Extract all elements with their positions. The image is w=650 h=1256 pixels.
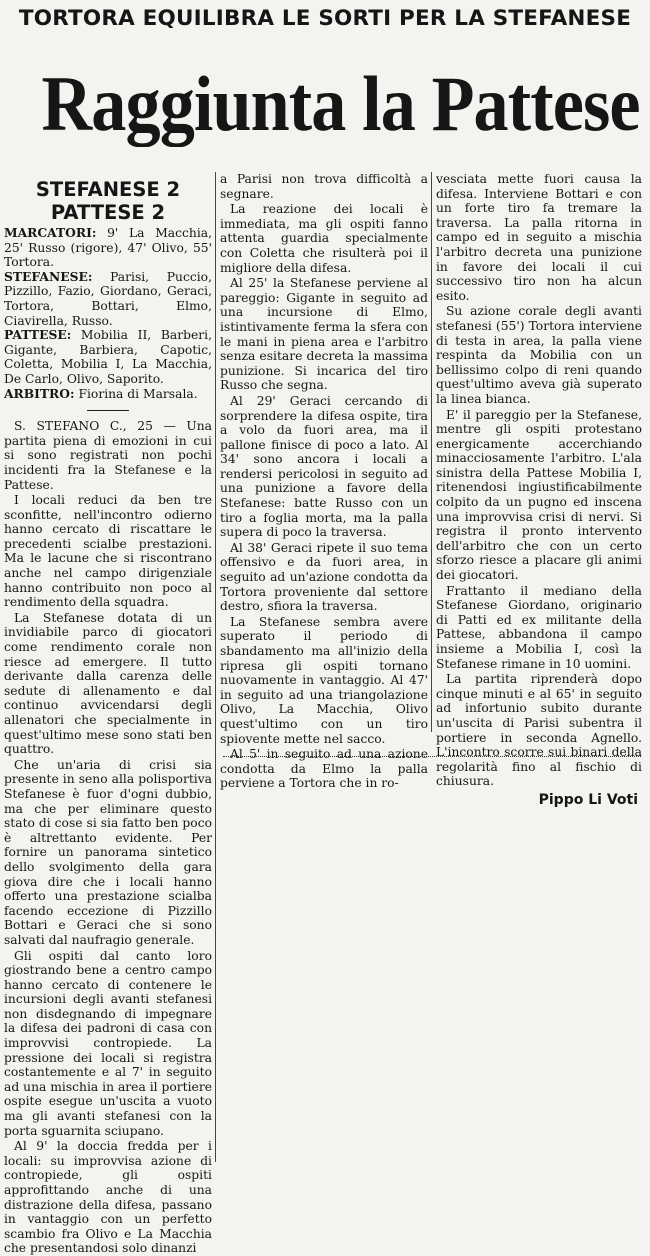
info-text: 9' La Macchia, 25' Russo (rigore), 47' Olivo, 55' Tortora. <box>4 226 212 270</box>
paragraph: Su azione corale degli avanti stefanesi (55') Tortora interviene di testa in area, la palla viene respinta da Mobilia con un bellissimo colpo di reni quando quest'ultimo aveva già superato la linea bianca. <box>436 304 642 406</box>
info-stefanese-lineup <box>4 270 212 328</box>
author-byline: Pippo Li Voti <box>538 791 638 808</box>
paragraph: La reazione dei locali è immediata, ma gli ospiti fanno attenta guardia specialmente con Coletta che risulterà poi il migliore della difesa. <box>220 202 428 275</box>
paragraph: a Parisi non trova difficoltà a segnare. <box>220 172 428 201</box>
paragraph: La Stefanese sembra avere superato il periodo di sbandamento ma all'inizio della ripresa gli ospiti tornano nuovamente in vantaggio. Al 47' in seguito ad una triangolazione Olivo, La Macchia, Olivo quest'ultimo con un tiro spiovente mette nel sacco. <box>220 614 428 746</box>
paragraph: Frattanto il mediano della Stefanese Giordano, originario di Patti ed ex militante della Pattese, abbandona il campo insieme a Mobilia I, così la Stefanese rimane in 10 uomini. <box>436 583 642 671</box>
main-headline: Raggiunta la Pattese <box>41 60 640 147</box>
article-column-1 <box>4 172 212 1256</box>
info-label: ARBITRO: <box>4 385 75 401</box>
info-label: MARCATORI: <box>4 225 97 240</box>
paragraph: La Stefanese dotata di un invidiabile parco di giocatori come rendimento corale non riesce ad emergere. Il tutto derivante dalla carenza delle sedute di allenamento e dal continuo avvicendarsi degli allenatori che specialmente in quest'ultimo mese sono stati ben quattro. <box>4 610 212 757</box>
paragraph: Al 38' Geraci ripete il suo tema offensivo e da fuori area, in seguito ad un'azione condotta da Tortora proveniente dal settore destro, sfiora la traversa. <box>220 540 428 614</box>
paragraph: Gli ospiti dal canto loro giostrando bene a centro campo hanno cercato di contenere le incursioni degli avanti stefanesi non disdegnando di impegnare la difesa dei padroni di casa con improvvisi contropiede. La pressione dei locali si registra costantemente e al 7' in seguito ad una mischia in area il portiere ospite esegue un'uscita a vuoto ma gli avanti stefanesi con la porta sguarnita sciupano. <box>4 948 212 1138</box>
paragraph: Al 29' Geraci cercando di sorprendere la difesa ospite, tira a volo da fuori area, ma il pallone finisce di poco a lato. Al 34' sono ancora i locali a rendersi pericolosi in seguito ad una punizione a favore della Stefanese: batte Russo con un tiro a foglia morta, ma la palla supera di poco la traversa. <box>220 393 428 540</box>
column-rule-1 <box>215 172 216 1162</box>
article-column-3 <box>436 172 642 808</box>
paragraph: Al 9' la doccia fredda per i locali: su improvvisa azione di contropiede, gli ospiti approfittando anche di una distrazione della difesa, passano in vantaggio con un perfetto scambio fra Olivo e La Macchia che presentandosi solo dinanzi <box>4 1139 212 1256</box>
paragraph: La partita riprenderà dopo cinque minuti e al 65' in seguito ad infortunio subito durante un'uscita di Parisi subentra il portiere in seconda Agnello. L'incontro scorre sui binari della regolarità fino al fischio di chiusura. <box>436 672 642 789</box>
info-label: PATTESE: <box>4 327 72 343</box>
info-text: Fiorina di Marsala. <box>78 386 198 401</box>
info-pattese-lineup <box>4 328 212 386</box>
info-label: STEFANESE: <box>4 268 93 284</box>
paragraph: Al 5' in seguito ad una azione condotta da Elmo la palla perviene a Tortora che in ro- <box>220 747 428 791</box>
info-text: Parisi, Puccio, Pizzillo, Fazio, Giordano, Geraci, Tortora, Bottari, Elmo, Ciavirella, Russo. <box>4 269 212 328</box>
section-divider <box>87 410 129 411</box>
article-column-2 <box>220 172 428 791</box>
match-info <box>4 226 212 401</box>
score-line-pattese: PATTESE 2 <box>50 201 166 224</box>
info-text: Mobilia II, Barberi, Gigante, Barbiera, Capotic, Coletta, Mobilia I, La Macchia, De Carlo, Olivo, Saporito. <box>4 328 212 386</box>
info-scorers <box>4 226 212 270</box>
kicker-headline: TORTORA EQUILIBRA LE SORTI PER LA STEFANESE <box>18 6 632 31</box>
article-body-col1 <box>4 419 212 1256</box>
column-rule-2 <box>431 172 432 732</box>
info-referee <box>4 387 212 402</box>
paragraph: Che un'aria di crisi sia presente in seno alla polisportiva Stefanese è fuor d'ogni dubbio, ma che per eliminare questo stato di cose si sia fatto ben poco è altrettanto evidente. Per fornire un panorama sintetico dello svolgimento della gara giova dire che i locali hanno offerto una prestazione scialba facendo eccezione di Pizzillo Bottari e Geraci che si sono salvati dal naufragio generale. <box>4 757 212 947</box>
paragraph: I locali reduci da ben tre sconfitte, nell'incontro odierno hanno cercato di riscattare le precedenti scialbe prestazioni. Ma le lacune che si riscontrano anche nel campo dirigenziale hanno contribuito non poco al rendimento della squadra. <box>4 493 212 610</box>
paragraph: S. STEFANO C., 25 — Una partita piena di emozioni in cui si sono registrati non pochi incidenti fra la Stefanese e la Pattese. <box>4 419 212 492</box>
score-line-stefanese: STEFANESE 2 <box>35 178 181 201</box>
score-box <box>4 178 212 224</box>
paragraph: Al 25' la Stefanese perviene al pareggio: Gigante in seguito ad una incursione di Elmo, istintivamente ferma la sfera con le mani in piena area e l'arbitro senza esitare decreta la massima punizione. Si incarica del tiro Russo che segna. <box>220 276 428 393</box>
paragraph: E' il pareggio per la Stefanese, mentre gli ospiti protestano energicamente accerchiando minacciosamente l'arbitro. L'ala sinistra della Pattese Mobilia I, ritenendosi ingiustificabilmente colpito da un pugno ed inscena una improvvisa crisi di nervi. Si registra il pronto intervento dell'arbitro che con un certo sforzo riesce a placare gli animi dei giocatori. <box>436 407 642 583</box>
paragraph: vesciata mette fuori causa la difesa. Interviene Bottari e con un forte tiro fa tremare la traversa. La palla ritorna in campo ed in seguito a mischia l'arbitro decreta una punizione in favore dei locali il cui successivo tiro non ha alcun esito. <box>436 172 642 303</box>
